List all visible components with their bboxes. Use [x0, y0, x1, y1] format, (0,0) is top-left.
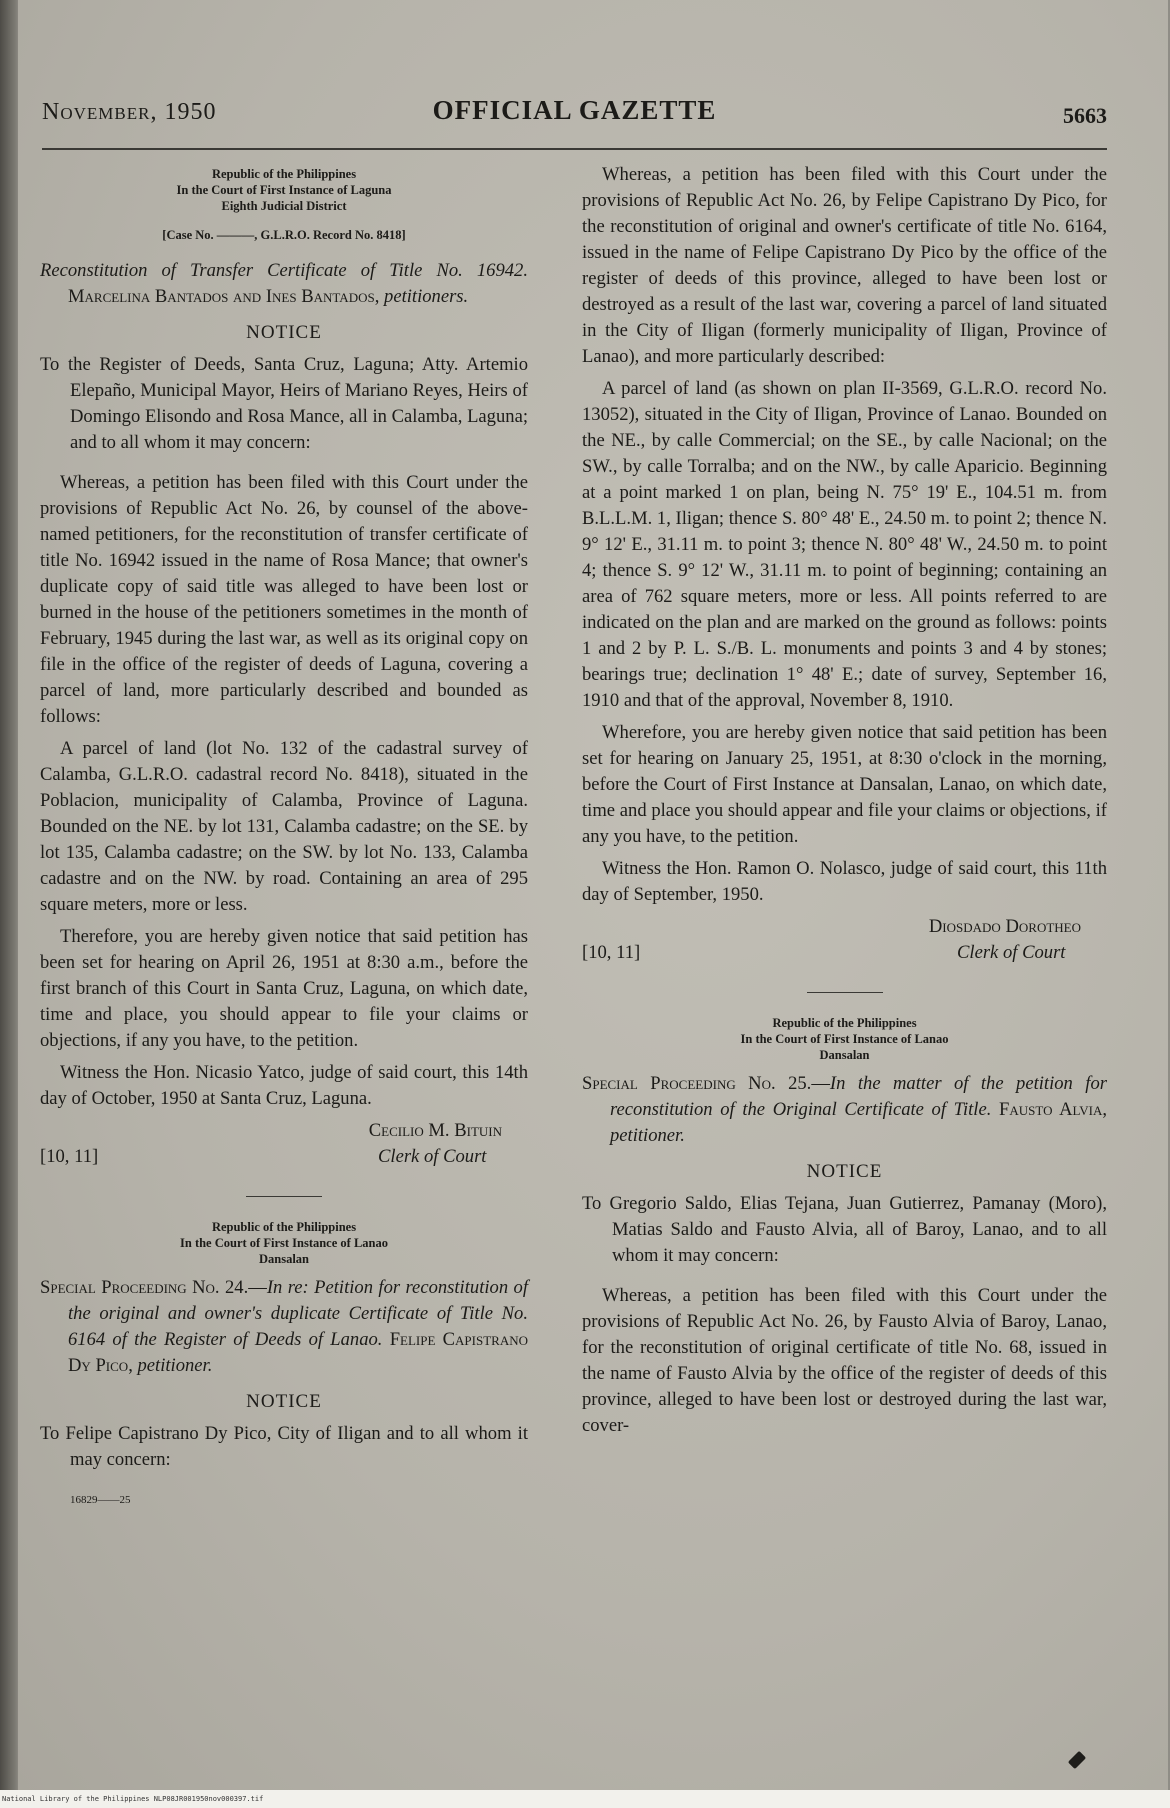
signer-title: Clerk of Court [378, 1146, 487, 1167]
case-caption [582, 1071, 1107, 1149]
header-rule [42, 148, 1107, 150]
section-separator [246, 1196, 322, 1197]
paragraph: A parcel of land (lot No. 132 of the cadastral survey of Calamba, G.L.R.O. cadastral record No. 8418), situated in the Poblacion, municipality of Calamba, Province of Laguna. Bounded on the NE. by lot 131, Calamba cadastre; on the SE. by lot 135, Calamba cadastre; on the SW. by lot No. 133, Calamba cadastre and on the NW. by road. Containing an area of 295 square meters, more or less. [40, 738, 528, 915]
caption-parties: Marcelina Bantados and Ines Bantados, [68, 286, 380, 307]
signature-block [582, 914, 1107, 970]
left-column [40, 162, 528, 1513]
caption-role: petitioner. [610, 1125, 685, 1146]
header-date: November, 1950 [42, 99, 217, 125]
caption-lead: Special Proceeding No. 24.— [40, 1277, 267, 1298]
court-line: Republic of the Philippines [772, 1016, 917, 1030]
court-heading-laguna [40, 166, 528, 214]
scan-footer: National Library of the Philippines NLP08JR001950nov000397.tif [0, 1790, 1170, 1808]
case-caption [40, 258, 528, 310]
paragraph: Whereas, a petition has been filed with this Court under the provisions of Republic Act No. 26, by Felipe Capistrano Dy Pico, for the reconstitution of original and owner's certificate of title No. 6164, issued in the name of Felipe Capistrano Dy Pico by the office of the register of deeds of this province, alleged to have been lost or destroyed as a result of the last war, covering a parcel of land situated in the City of Iligan (formerly municipality of Iligan, Province of Lanao), and more particularly described: [582, 164, 1107, 367]
header-page-number: 5663 [1063, 103, 1107, 128]
paragraph: Whereas, a petition has been filed with this Court under the provisions of Republic Act No. 26, by Fausto Alvia of Baroy, Lanao, for the reconstitution of original certificate of title No. 68, issued in the name of Fausto Alvia by the office of the register of deeds of this province, alleged to have been lost or destroyed during the last war, cover- [582, 1285, 1107, 1436]
caption-title: In the matter of the petition for reconstitution of the Original Certificate of Title. [610, 1073, 1107, 1120]
right-column [582, 162, 1107, 1445]
paragraph: A parcel of land (as shown on plan II-3569, G.L.R.O. record No. 13052), situated in the City of Iligan, Province of Lanao. Bounded on the NE., by calle Commercial; on the SE., by calle Nacional; on the SW., by calle Torralba; and on the NW., by calle Aparicio. Beginning at a point marked 1 on plan, being N. 75° 19' E., 104.51 m. from B.L.L.M. 1, Iligan; thence S. 80° 48' E., 24.50 m. to point 2; thence N. 9° 12' E., 31.11 m. to point 3; thence N. 80° 48' W., 24.50 m. to point 4; thence S. 9° 12' W., 31.11 m. to point of beginning; containing an area of 762 square meters, more or less. All points referred to are indicated on the plan and are marked on the ground as follows: points 1 and 2 by P. L. S./B. L. monuments and points 3 and 4 by stones; bearings true; declination 1° 48' E.; date of survey, September 16, 1910 and that of the approval, November 8, 1910. [582, 378, 1107, 711]
caption-parties: Felipe Capistrano Dy Pico, [68, 1329, 528, 1376]
caption-title: Reconstitution of Transfer Certificate of Title No. 16942. [40, 260, 528, 281]
paragraph: Whereas, a petition has been filed with this Court under the provisions of Republic Act No. 26, by counsel of the above-named petitioners, for the reconstitution of transfer certificate of title No. 16942 issued in the name of Rosa Mance; that owner's duplicate copy of said title was alleged to have been lost or burned in the house of the petitioners sometimes in the month of February, 1945 during the last war, as well as its original copy on file in the office of the register of deeds of Laguna, covering a parcel of land, more particularly described and bounded as follows: [40, 472, 528, 727]
notice-heading: NOTICE [246, 1391, 322, 1412]
signature-block [40, 1118, 528, 1174]
paragraph: Witness the Hon. Ramon O. Nolasco, judge of said court, this 11th day of September, 1950. [582, 858, 1107, 905]
notice-addressee: To Felipe Capistrano Dy Pico, City of Iligan and to all whom it may concern: [40, 1423, 528, 1470]
notice-addressee: To the Register of Deeds, Santa Cruz, Laguna; Atty. Artemio Elepaño, Municipal Mayor, Heirs of Mariano Reyes, Heirs of Domingo Elisondo and Rosa Mance, all in Calamba, Laguna; and to all whom it may concern: [40, 354, 528, 453]
caption-role: petitioner. [137, 1355, 213, 1376]
court-line: Dansalan [258, 1252, 310, 1266]
signer-title: Clerk of Court [957, 942, 1066, 963]
court-line: Eighth Judicial District [221, 199, 347, 213]
page-header [42, 95, 1107, 135]
caption-title: In re: Petition for reconstitution of the original and owner's duplicate Certificate of Title No. 6164 of the Register of Deeds of Lanao. [68, 1277, 528, 1350]
paragraph: Witness the Hon. Nicasio Yatco, judge of said court, this 14th day of October, 1950 at Santa Cruz, Laguna. [40, 1062, 528, 1109]
court-line: Dansalan [819, 1048, 870, 1062]
issue-ref: [10, 11] [40, 1146, 99, 1167]
caption-role: petitioners. [384, 286, 469, 307]
notice-addressee: To Gregorio Saldo, Elias Tejana, Juan Gutierrez, Pamanay (Moro), Matias Saldo and Fausto Alvia, all of Baroy, Lanao, and to all whom it may concern: [582, 1193, 1107, 1266]
paragraph: Therefore, you are hereby given notice that said petition has been set for hearing on April 26, 1951 at 8:30 a.m., before the first branch of this Court in Santa Cruz, Laguna, on which date, time and place, you should appear to file your claims or objections, if any you have, to the petition. [40, 926, 528, 1051]
signer-name: Cecilio M. Bituin [368, 1120, 502, 1141]
paragraph: Wherefore, you are hereby given notice that said petition has been set for hearing on January 25, 1951, at 8:30 o'clock in the morning, before the Court of First Instance at Dansalan, Lanao, on which date, time and place you should appear and file your claims or objections, if any you have, to the petition. [582, 722, 1107, 847]
notice-heading: NOTICE [246, 322, 322, 343]
caption-lead: Special Proceeding No. 25.— [582, 1073, 830, 1094]
notice-heading: NOTICE [806, 1161, 883, 1182]
case-caption [40, 1275, 528, 1379]
signer-name: Diosdado Dorotheo [928, 916, 1081, 937]
court-line: Republic of the Philippines [211, 1220, 357, 1234]
print-code: 16829——25 [70, 1494, 131, 1506]
case-line: [Case No. ———, G.L.R.O. Record No. 8418] [162, 228, 406, 242]
issue-ref: [10, 11] [582, 942, 641, 963]
court-line: In the Court of First Instance of Lanao [180, 1236, 388, 1250]
court-line: In the Court of First Instance of Lanao [740, 1032, 949, 1046]
court-line: In the Court of First Instance of Laguna [176, 183, 392, 197]
caption-parties: Fausto Alvia, [999, 1099, 1107, 1120]
header-publication: OFFICIAL GAZETTE [432, 95, 717, 125]
court-line: Republic of the Philippines [211, 167, 357, 181]
court-heading-lanao [582, 1015, 1107, 1063]
section-separator [807, 992, 883, 993]
court-heading-lanao [40, 1219, 528, 1267]
